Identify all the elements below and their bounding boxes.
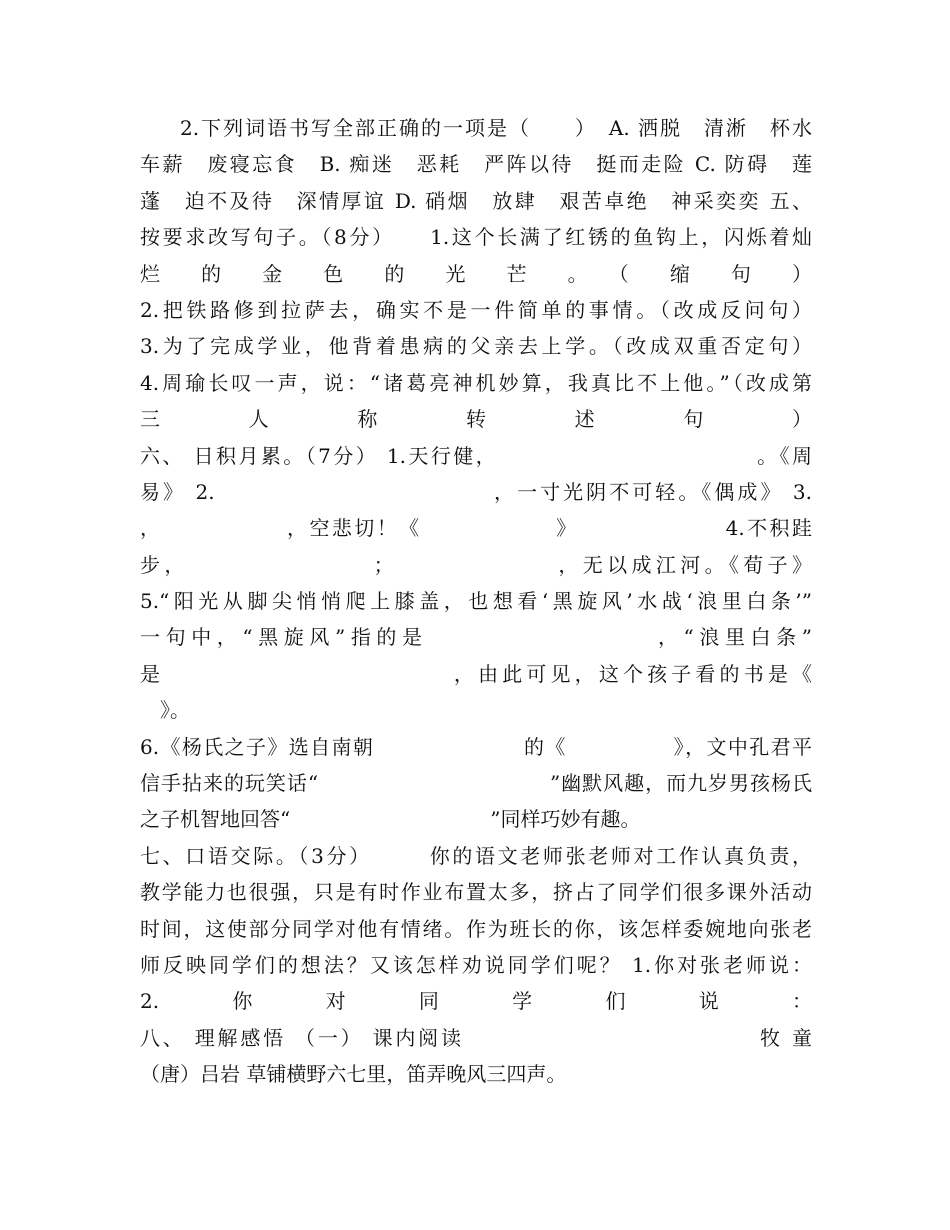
text-line: 师反映同学们的想法？又该怎样劝说同学们呢？ 1.你对张老师说： (140, 952, 812, 977)
text-line: 六、 日积月累。（7分） 1.天行健， 。《周 (140, 443, 812, 468)
text-line: 》。 (140, 698, 190, 723)
text-line: 步， ； ，无以成江河。《荀子》 (140, 552, 812, 577)
text-line: ， ，空悲切！《 》 4.不积跬 (140, 516, 812, 541)
text-line: 易》 2. ，一寸光阴不可轻。《偶成》 3. (140, 479, 812, 504)
document-page (140, 110, 812, 1093)
text-line: 2.把铁路修到拉萨去，确实不是一件简单的事情。（改成反问句） (140, 297, 812, 322)
text-line: 6.《杨氏之子》选自南朝 的《 》，文中孔君平 (140, 734, 812, 759)
text-line: 之子机智地回答“ ”同样巧妙有趣。 (140, 807, 641, 832)
text-line: （唐）吕岩 草铺横野六七里，笛弄晚风三四声。 (140, 1062, 567, 1087)
text-line: 按要求改写句子。（8分） 1.这个长满了红锈的鱼钩上，闪烁着灿 (140, 225, 812, 250)
text-line: 2.下列词语书写全部正确的一项是（ ） A. 洒脱 清淅 杯水 (180, 116, 812, 140)
text-line: 一句中，“黑旋风”指的是 ，“浪里白条” (140, 625, 812, 650)
text-line: 3.为了完成学业，他背着患病的父亲去上学。（改成双重否定句） (140, 334, 812, 359)
text-line: 5.“阳光从脚尖悄悄爬上膝盖，也想看‘黑旋风’水战‘浪里白条’” (140, 589, 812, 614)
text-line: 是 ，由此可见，这个孩子看的书是《 (140, 661, 812, 686)
text-line: 时间，这使部分同学对他有情绪。作为班长的你，该怎样委婉地向张老 (140, 916, 812, 941)
text-line: 车薪 废寝忘食 B. 痴迷 恶耗 严阵以待 挺而走险 C. 防碍 莲 (140, 152, 812, 177)
text-line: 八、 理解感悟 （一） 课内阅读 牧 童 (140, 1025, 812, 1050)
text-line: 烂 的 金 色 的 光 芒 。 （ 缩 句 ） (140, 261, 812, 286)
text-line: 2. 你 对 同 学 们 说 ： (140, 989, 812, 1014)
text-line: 教学能力也很强，只是有时作业布置太多，挤占了同学们很多课外活动 (140, 880, 812, 905)
text-line: 信手拈来的玩笑话“ ”幽默风趣，而九岁男孩杨氏 (140, 771, 812, 796)
text-line: 4.周瑜长叹一声，说：“诸葛亮神机妙算，我真比不上他。”（改成第 (140, 370, 812, 395)
text-line: 蓬 迫不及待 深情厚谊 D. 硝烟 放肆 艰苦卓绝 神采奕奕 五、 (140, 188, 812, 213)
text-line: 三 人 称 转 述 句 ） (140, 407, 812, 432)
text-line: 七、口语交际。（3分） 你的语文老师张老师对工作认真负责， (140, 843, 812, 868)
